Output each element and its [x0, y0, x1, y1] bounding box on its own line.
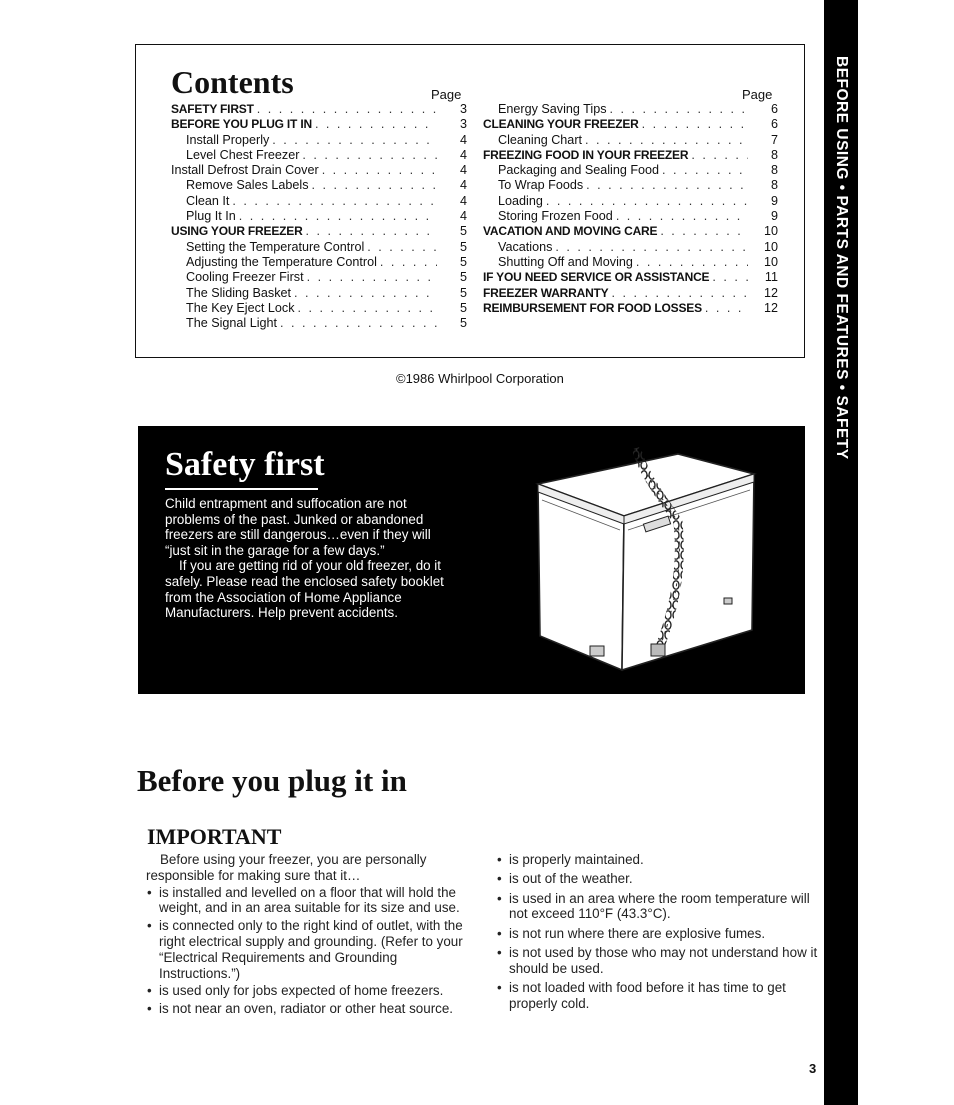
toc-entry-title: FREEZING FOOD IN YOUR FREEZER	[483, 147, 689, 162]
toc-entry-title: Install Defrost Drain Cover	[171, 163, 319, 178]
toc-leader-dots	[662, 163, 748, 178]
toc-entry	[171, 163, 467, 178]
toc-entry-title: FREEZER WARRANTY	[483, 285, 609, 300]
chest-freezer-illustration	[528, 440, 768, 680]
toc-entry-title: USING YOUR FREEZER	[171, 224, 303, 239]
toc-leader-dots	[257, 102, 437, 117]
toc-entry-title: Vacations	[498, 239, 553, 254]
toc-entry-page: 6	[770, 102, 778, 116]
toc-right-column	[483, 102, 778, 316]
toc-leader-dots	[380, 255, 437, 270]
toc-entry-title: SAFETY FIRST	[171, 102, 254, 116]
bullet-item: • is not run where there are explosive fumes.	[496, 926, 822, 942]
toc-entry-title: VACATION AND MOVING CARE	[483, 224, 658, 239]
toc-entry-page: 4	[459, 132, 467, 147]
right-bullet-list	[496, 852, 822, 1012]
bullet-item: • is installed and levelled on a floor that will hold the weight, and in an area suitable for its size and use.	[146, 885, 480, 917]
toc-leader-dots	[306, 224, 437, 239]
toc-entry-title: Storing Frozen Food	[498, 209, 613, 224]
toc-entry	[483, 102, 778, 117]
toc-entry-title: Shutting Off and Moving	[498, 254, 633, 269]
toc-entry	[483, 178, 778, 193]
toc-entry-title: Cleaning Chart	[498, 132, 583, 147]
toc-entry-page: 9	[770, 193, 778, 208]
toc-entry-page: 4	[459, 163, 467, 178]
toc-entry	[171, 255, 467, 270]
important-left-column	[146, 852, 480, 1019]
bullet-item: • is connected only to the right kind of outlet, with the right electrical supply and grounding. (Refer to your “Electrical Requirements and Grounding Instructions.”)	[146, 918, 480, 981]
toc-entry-title: Adjusting the Temperature Control	[186, 254, 377, 269]
toc-entry-page: 4	[459, 209, 467, 224]
toc-leader-dots	[586, 178, 748, 193]
toc-entry-page: 8	[770, 178, 778, 193]
toc-leader-dots	[555, 240, 748, 255]
bullet-item: • is out of the weather.	[496, 871, 822, 887]
toc-entry-page: 10	[763, 239, 778, 254]
toc-entry-page: 7	[770, 132, 778, 147]
toc-entry-title: Packaging and Sealing Food	[498, 163, 660, 178]
toc-entry-page: 3	[459, 102, 467, 116]
toc-entry	[171, 224, 467, 239]
toc-entry	[171, 240, 467, 255]
toc-entry	[483, 194, 778, 209]
toc-entry-page: 10	[763, 224, 778, 239]
toc-entry-page: 6	[770, 117, 778, 132]
toc-entry-title: Level Chest Freezer	[186, 147, 300, 162]
toc-leader-dots	[312, 178, 437, 193]
toc-leader-dots	[660, 224, 748, 239]
toc-entry	[171, 117, 467, 132]
toc-entry-title: The Signal Light	[186, 316, 278, 331]
toc-entry-page: 5	[459, 300, 467, 315]
bullet-item: • is not loaded with food before it has time to get properly cold.	[496, 980, 822, 1012]
toc-leader-dots	[636, 255, 748, 270]
toc-leader-dots	[611, 286, 748, 301]
toc-entry-title: The Sliding Basket	[186, 285, 292, 300]
toc-entry-page: 8	[770, 147, 778, 162]
toc-entry-page: 5	[459, 254, 467, 269]
toc-entry-page: 5	[459, 316, 467, 331]
safety-title-underline	[165, 488, 318, 490]
toc-leader-dots	[298, 301, 438, 316]
toc-entry-title: BEFORE YOU PLUG IT IN	[171, 117, 312, 132]
toc-leader-dots	[705, 301, 748, 316]
toc-entry	[171, 178, 467, 193]
toc-leader-dots	[302, 148, 437, 163]
toc-entry	[171, 286, 467, 301]
page-number: 3	[809, 1061, 817, 1076]
toc-entry	[171, 316, 467, 331]
safety-text	[165, 496, 455, 621]
toc-entry	[483, 286, 778, 301]
bullet-item: • is not near an oven, radiator or other heat source.	[146, 1001, 480, 1017]
important-heading: IMPORTANT	[147, 824, 282, 849]
bullet-item: • is used in an area where the room temperature will not exceed 110°F (43.3°C).	[496, 891, 822, 923]
toc-entry-title: To Wrap Foods	[498, 178, 584, 193]
toc-entry-page: 4	[459, 178, 467, 193]
toc-entry	[171, 209, 467, 224]
safety-paragraph-1: Child entrapment and suffocation are not problems of the past. Junked or abandoned freezers are still dangerous…even if they will “just sit in the garage for a few days.”	[165, 496, 431, 558]
toc-entry	[483, 133, 778, 148]
toc-entry-page: 3	[459, 117, 467, 132]
toc-entry	[171, 148, 467, 163]
toc-entry-title: Remove Sales Labels	[186, 178, 309, 193]
toc-entry-title: Energy Saving Tips	[498, 102, 607, 116]
copyright: ©1986 Whirlpool Corporation	[396, 371, 564, 386]
bullet-item: • is properly maintained.	[496, 852, 822, 868]
toc-leader-dots	[307, 270, 437, 285]
toc-entry	[171, 194, 467, 209]
before-plug-title: Before you plug it in	[137, 763, 407, 798]
contents-page-label-left: Page	[431, 87, 462, 102]
safety-title: Safety first	[165, 446, 325, 483]
toc-entry	[483, 255, 778, 270]
toc-entry-page: 4	[459, 193, 467, 208]
toc-entry-title: Install Properly	[186, 132, 270, 147]
toc-entry	[171, 102, 467, 117]
toc-entry-title: Plug It In	[186, 209, 236, 224]
toc-entry	[171, 133, 467, 148]
toc-entry-page: 10	[763, 254, 778, 269]
toc-left-column	[171, 102, 467, 331]
toc-entry-page: 8	[770, 163, 778, 178]
toc-entry	[171, 270, 467, 285]
toc-entry	[171, 301, 467, 316]
toc-entry-title: Loading	[498, 193, 543, 208]
toc-entry	[483, 148, 778, 163]
bullet-item: • is not used by those who may not understand how it should be used.	[496, 945, 822, 977]
toc-entry	[483, 117, 778, 132]
toc-leader-dots	[315, 117, 437, 132]
toc-leader-dots	[232, 194, 437, 209]
toc-entry-page: 5	[459, 239, 467, 254]
toc-entry-page: 4	[459, 147, 467, 162]
toc-entry-page: 5	[459, 224, 467, 239]
toc-entry	[483, 163, 778, 178]
bullet-item: • is used only for jobs expected of home freezers.	[146, 983, 480, 999]
toc-leader-dots	[585, 133, 748, 148]
toc-entry-page: 5	[459, 285, 467, 300]
toc-entry	[483, 224, 778, 239]
toc-entry-title: Clean It	[186, 193, 230, 208]
toc-leader-dots	[546, 194, 748, 209]
toc-entry-title: The Key Eject Lock	[186, 300, 295, 315]
important-intro: Before using your freezer, you are personally responsible for making sure that it…	[146, 852, 427, 883]
side-tab-label: BEFORE USING • PARTS AND FEATURES • SAFETY	[833, 56, 850, 460]
toc-leader-dots	[691, 148, 748, 163]
toc-entry-page: 9	[770, 209, 778, 224]
safety-paragraph-2: If you are getting rid of your old freezer, do it safely. Please read the enclosed safety booklet from the Association of Home Appliance Manufacturers. Help prevent accidents.	[165, 558, 444, 621]
toc-leader-dots	[322, 163, 437, 178]
toc-entry-title: CLEANING YOUR FREEZER	[483, 117, 639, 132]
toc-entry-title: REIMBURSEMENT FOR FOOD LOSSES	[483, 300, 702, 315]
toc-leader-dots	[280, 316, 437, 331]
toc-entry-page: 12	[763, 285, 778, 300]
toc-entry-title: Cooling Freezer First	[186, 270, 304, 285]
toc-entry-page: 5	[459, 270, 467, 285]
toc-leader-dots	[294, 286, 437, 301]
toc-leader-dots	[239, 209, 437, 224]
toc-entry	[483, 301, 778, 316]
toc-leader-dots	[642, 117, 748, 132]
toc-entry-page: 12	[763, 300, 778, 315]
toc-leader-dots	[610, 102, 748, 117]
contents-title: Contents	[171, 64, 294, 100]
left-bullet-list	[146, 885, 480, 1017]
toc-leader-dots	[616, 209, 748, 224]
toc-entry	[483, 209, 778, 224]
toc-entry	[483, 270, 778, 285]
toc-entry-title: IF YOU NEED SERVICE OR ASSISTANCE	[483, 270, 710, 285]
toc-leader-dots	[367, 240, 437, 255]
toc-leader-dots	[272, 133, 437, 148]
toc-leader-dots	[712, 270, 748, 285]
toc-entry	[483, 240, 778, 255]
toc-entry-page: 11	[764, 270, 778, 285]
contents-page-label-right: Page	[742, 87, 773, 102]
important-right-column	[496, 852, 822, 1015]
toc-entry-title: Setting the Temperature Control	[186, 239, 365, 254]
